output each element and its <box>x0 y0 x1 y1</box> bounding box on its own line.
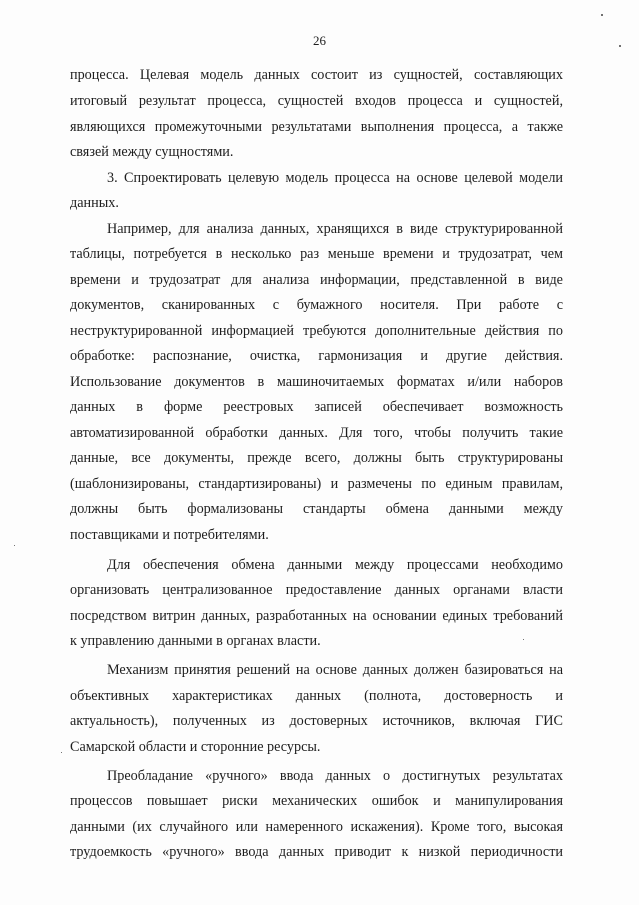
text-line: актуальность), полученных из достоверных источников, включая ГИС <box>70 713 563 729</box>
text-line: данных в форме реестровых записей обеспечивает возможность <box>70 399 563 415</box>
text-line: документов, сканированных с бумажного носителя. При работе с <box>70 297 563 313</box>
text-line: процесса. Целевая модель данных состоит из сущностей, составляющих <box>70 67 563 83</box>
scan-speck <box>523 639 524 640</box>
scan-speck <box>61 752 62 753</box>
text-line: процессов повышает риски механических ошибок и манипулирования <box>70 793 563 809</box>
text-line: автоматизированной обработки данных. Для того, чтобы получить такие <box>70 425 563 441</box>
text-line: неструктурированной информацией требуются дополнительные действия по <box>70 323 563 339</box>
paragraph-first-line: Преобладание «ручного» ввода данных о достигнутых результатах <box>107 768 563 784</box>
paragraph-first-line: Например, для анализа данных, хранящихся в виде структурированной <box>107 221 563 237</box>
page-number: 26 <box>313 33 326 48</box>
text-line: данными (их случайного или намеренного искажения). Кроме того, высокая <box>70 819 563 835</box>
text-line: таблицы, потребуется в несколько раз меньше времени и трудозатрат, чем <box>70 246 563 262</box>
scan-speck <box>619 45 621 47</box>
text-line: связей между сущностями. <box>70 144 234 160</box>
text-line: объективных характеристиках данных (полнота, достоверность и <box>70 688 563 704</box>
numbered-item-line: 3. Спроектировать целевую модель процесса на основе целевой модели <box>107 170 563 186</box>
text-line: Самарской области и сторонние ресурсы. <box>70 739 321 755</box>
text-line: организовать централизованное предоставление данных органами власти <box>70 582 563 598</box>
paragraph-first-line: Механизм принятия решений на основе данных должен базироваться на <box>107 662 563 678</box>
scan-speck <box>601 14 603 16</box>
text-line: данные, все документы, прежде всего, должны быть структурированы <box>70 450 563 466</box>
text-line: являющихся промежуточными результатами выполнения процесса, а также <box>70 119 563 135</box>
text-line: (шаблонизированы, стандартизированы) и размечены по единым правилам, <box>70 476 563 492</box>
text-line: посредством витрин данных, разработанных на основании единых требований <box>70 608 563 624</box>
text-line: должны быть формализованы стандарты обмена данными между <box>70 501 563 517</box>
text-line: Использование документов в машиночитаемых форматах и/или наборов <box>70 374 563 390</box>
text-line: времени и трудозатрат для анализа информации, представленной в виде <box>70 272 563 288</box>
text-line: обработке: распознание, очистка, гармонизация и другие действия. <box>70 348 563 364</box>
text-line: итоговый результат процесса, сущностей входов процесса и сущностей, <box>70 93 563 109</box>
paragraph-first-line: Для обеспечения обмена данными между процессами необходимо <box>107 557 563 573</box>
text-line: поставщиками и потребителями. <box>70 527 269 543</box>
text-line: к управлению данными в органах власти. <box>70 633 321 649</box>
scan-speck <box>14 545 15 546</box>
text-line: данных. <box>70 195 119 211</box>
text-line: трудоемкость «ручного» ввода данных приводит к низкой периодичности <box>70 844 563 860</box>
